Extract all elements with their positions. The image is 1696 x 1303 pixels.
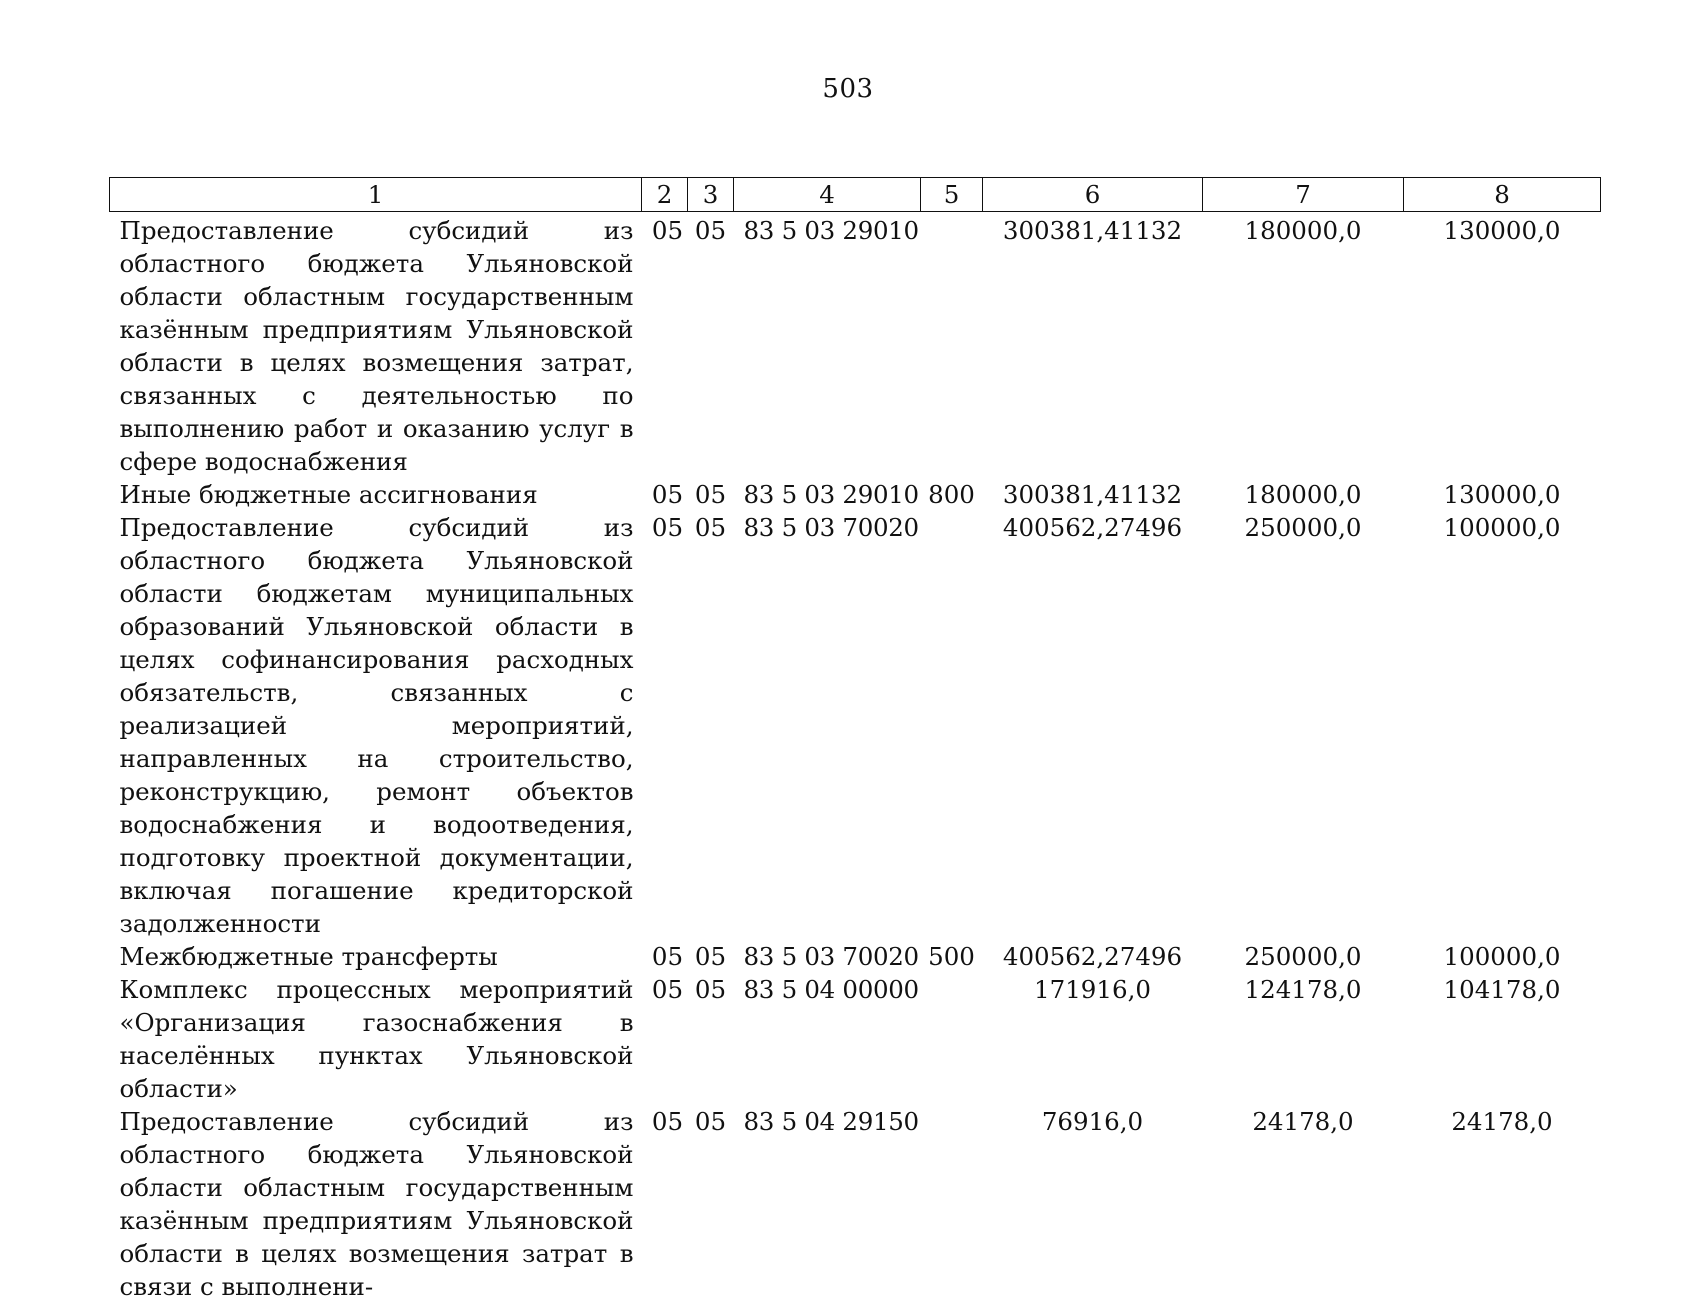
row-name: Иные бюджетные ассигнования (119, 480, 538, 509)
header-cell-4: 4 (734, 178, 921, 212)
row-value-7: 250000,0 (1244, 942, 1362, 971)
row-section: 05 (651, 942, 684, 971)
row-target-code: 83 5 03 70020 (743, 513, 919, 542)
row-name: Межбюджетные трансферты (119, 942, 498, 971)
row-value-7: 180000,0 (1244, 480, 1362, 509)
row-subsection: 05 (694, 1107, 727, 1136)
row-name: Предоставление субсидий из областного бюджета Ульяновской области областным государственным казённым предприятиям Ульяновской области в целях возмещения затрат в связи с выполнени- (119, 1107, 634, 1301)
row-value-8: 24178,0 (1451, 1107, 1553, 1136)
table-row (110, 212, 1601, 479)
header-cell-3: 3 (688, 178, 734, 212)
row-target-code: 83 5 04 00000 (743, 975, 919, 1004)
row-subsection: 05 (694, 216, 727, 245)
row-name: Предоставление субсидий из областного бюджета Ульяновской области областным государственным казённым предприятиям Ульяновской области в целях возмещения затрат, связанных с деятельностью по выполнению работ и оказанию услуг в сфере водоснабжения (119, 216, 634, 476)
row-value-6: 76916,0 (1041, 1107, 1144, 1136)
row-value-6: 300381,41132 (1002, 216, 1183, 245)
row-target-code: 83 5 04 29150 (743, 1107, 919, 1136)
row-section: 05 (651, 480, 684, 509)
row-subsection: 05 (694, 975, 727, 1004)
header-cell-6: 6 (983, 178, 1203, 212)
row-expense-type: 800 (928, 480, 975, 509)
row-value-8: 100000,0 (1443, 942, 1561, 971)
row-expense-type (921, 973, 983, 1105)
header-row (110, 178, 1601, 212)
row-subsection: 05 (694, 480, 727, 509)
row-subsection: 05 (694, 513, 727, 542)
row-expense-type (921, 1105, 983, 1303)
table-row (110, 940, 1601, 973)
row-value-6: 300381,41132 (1002, 480, 1183, 509)
row-section: 05 (651, 975, 684, 1004)
header-cell-2: 2 (642, 178, 688, 212)
table-row (110, 511, 1601, 940)
row-value-8: 104178,0 (1443, 975, 1561, 1004)
row-expense-type: 500 (928, 942, 975, 971)
row-name: Комплекс процессных мероприятий «Организация газоснабжения в населённых пунктах Ульяновской области» (119, 975, 634, 1103)
row-target-code: 83 5 03 29010 (743, 480, 919, 509)
page-number: 503 (822, 74, 874, 104)
row-value-8: 130000,0 (1443, 216, 1561, 245)
row-name: Предоставление субсидий из областного бюджета Ульяновской области бюджетам муниципальных образований Ульяновской области в целях софинансирования расходных обязательств, связанных с реализацией мероприятий, направленных на строительство, реконструкцию, ремонт объектов водоснабжения и водоотведения, подготовку проектной документации, включая погашение кредиторской задолженности (119, 513, 634, 938)
header-cell-1: 1 (110, 178, 642, 212)
row-value-6: 400562,27496 (1002, 942, 1183, 971)
row-value-8: 100000,0 (1443, 513, 1561, 542)
row-section: 05 (651, 513, 684, 542)
header-cell-7: 7 (1203, 178, 1404, 212)
table-row (110, 478, 1601, 511)
row-value-8: 130000,0 (1443, 480, 1561, 509)
row-value-7: 250000,0 (1244, 513, 1362, 542)
table-row (110, 973, 1601, 1105)
row-section: 05 (651, 216, 684, 245)
row-value-7: 180000,0 (1244, 216, 1362, 245)
row-expense-type (921, 511, 983, 940)
row-section: 05 (651, 1107, 684, 1136)
row-value-7: 124178,0 (1244, 975, 1362, 1004)
row-target-code: 83 5 03 70020 (743, 942, 919, 971)
row-subsection: 05 (694, 942, 727, 971)
row-expense-type (921, 212, 983, 479)
header-cell-8: 8 (1404, 178, 1601, 212)
budget-table (109, 177, 1601, 1303)
row-target-code: 83 5 03 29010 (743, 216, 919, 245)
header-cell-5: 5 (921, 178, 983, 212)
row-value-6: 171916,0 (1034, 975, 1151, 1004)
table-row (110, 1105, 1601, 1303)
row-value-7: 24178,0 (1252, 1107, 1354, 1136)
row-value-6: 400562,27496 (1002, 513, 1183, 542)
